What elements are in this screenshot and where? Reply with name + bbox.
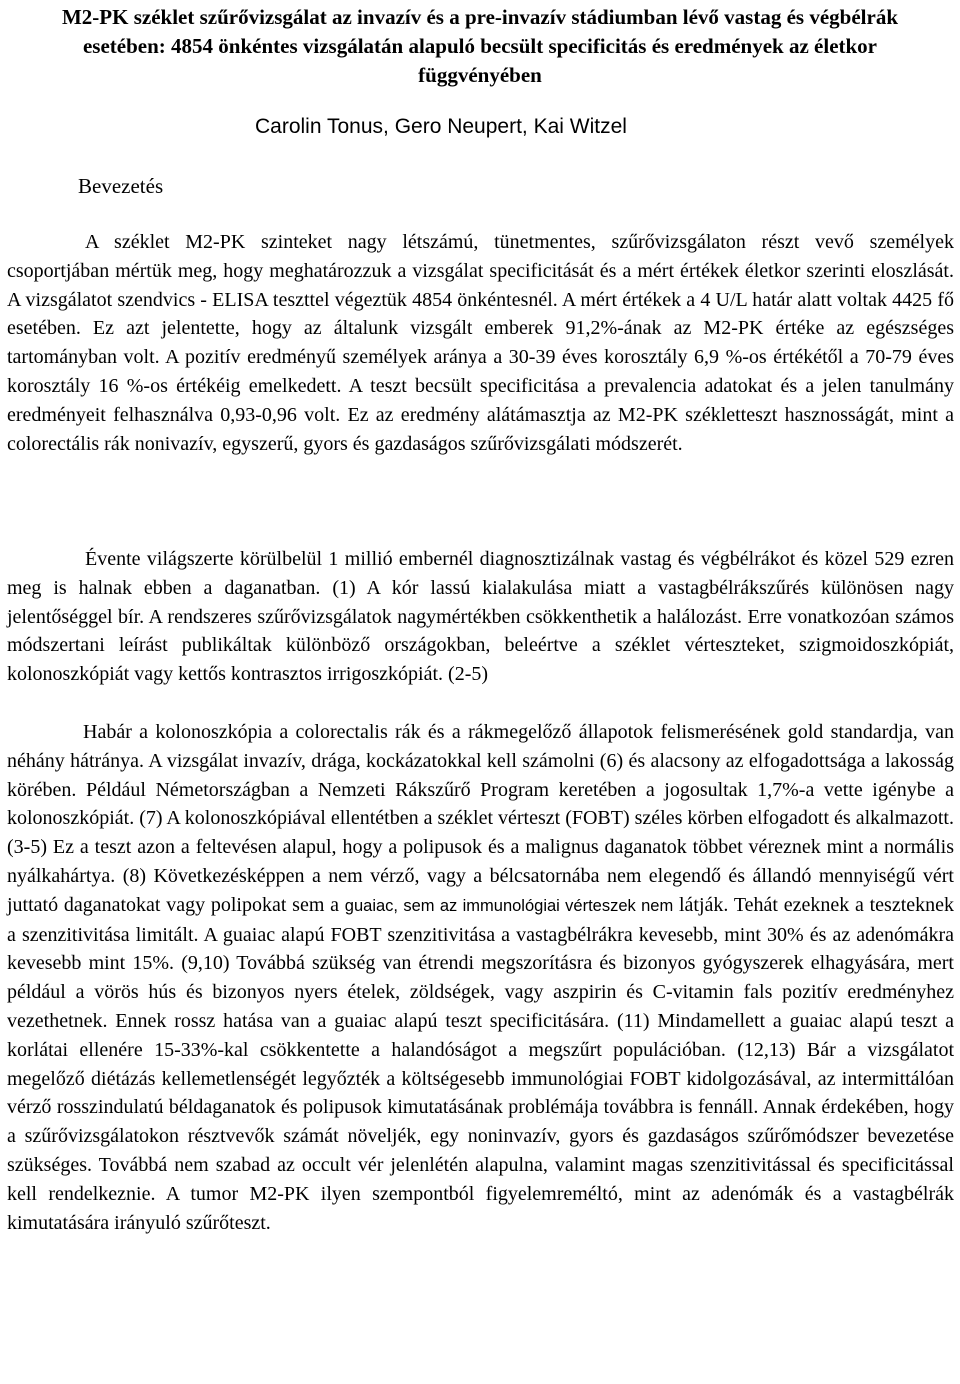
section-heading-introduction: Bevezetés	[78, 174, 164, 198]
author-list: Carolin Tonus, Gero Neupert, Kai Witzel	[255, 115, 627, 138]
intro-paragraph-1	[7, 545, 954, 689]
abstract-paragraph	[7, 228, 954, 458]
intro-paragraph-2-text-c: látják. Tehát ezeknek a teszteknek a szenzitivitása limitált. A guaiac alapú FOBT szenzitivitása a vastagbélrákra kevesebb, mint 30% és az adenómákra kevesebb mint 15%. (9,10) Továbbá szükség van étrendi megszorításra és bizonyos gyógyszerek elhagyására, mert például a vörös hús és bizonyos nyers ételek, zöldségek, vagy aszpirin és C-vitamin fals pozitív eredményhez vezethetnek. Ennek rossz hatása van a guaiac alapú teszt specificitására. (11) Mindamellett a guaiac alapú teszt a korlátai ellenére 15-33%-kal csökkentette a halandóságot a megszűrt populációban. (12,13) Bár a vizsgálatot megelőző diétázás kellemetlenségét legyőzték a költségesebb immunológiai FOBT kidolgozásával, az intermittálóan vérző rosszindulatú béldaganatok és polipusok kimutatásának problémája továbbra is fennáll. Annak érdekében, hogy a szűrővizsgálatokon résztvevők számát növeljék, egy noninvazív, gyors és gazdaságos szűrőmódszer bevezetése szükséges. Továbbá nem szabad az occult vér jelenlétén alapulna, valamint magas szenzitivitással és specificitással kell rendelkeznie. A tumor M2-PK ilyen szempontból figyelemreméltó, mint az adenómák és a vastagbélrák kimutatására irányuló szűrőteszt.	[7, 893, 955, 1234]
intro-paragraph-2-text-a: Habár a kolonoszkópia a colorectalis rák és a rákmegelőző állapotok felismerésének gold standardja, van néhány hátránya. A vizsgálat invazív, drága, kockázatokkal kell számolni (6) és alacsony az elfogadottsága a lakosság körében. Például Németországban a Nemzeti Rákszűrő Program keretében a jogosultak 1,7%-a vette igénybe a kolonoszkópiát. (7) A kolonoszkópiával ellentétben a széklet vérteszt (FOBT) széles körben elfogadott és alkalmazott. (3-5) Ez a teszt azon a feltevésen alapul, hogy a polipusok és a malignus daganatok többet véreznek mint a normális nyálkahártya. (8) Következésképpen a nem vérző, vagy a bélcsatornába nem elegendő és állandó mennyiségű vért juttató daganatokat vagy polipokat sem a	[7, 721, 954, 916]
document-title: M2-PK széklet szűrővizsgálat az invazív és a pre-invazív stádiumban lévő vastag és végbélrák esetében: 4854 önkéntes vizsgálatán alapuló becsült specificitás és eredmények az életkor függvényében	[61, 5, 899, 87]
intro-paragraph-2-text-b: guaiac, sem az immunológiai vérteszek nem	[344, 896, 674, 915]
intro-paragraph-2	[7, 718, 954, 1237]
abstract-text: A széklet M2-PK szinteket nagy létszámú, tünetmentes, szűrővizsgálaton részt vevő személyek csoportjában mértük meg, hogy meghatározzuk a vizsgálat specificitását és a mért értékek életkor szerinti eloszlását. A vizsgálatot szendvics - ELISA teszttel végeztük 4854 önkéntesnél. A mért értékek a 4 U/L határ alatt voltak 4425 fő esetében. Ez azt jelentette, hogy az általunk vizsgált emberek 91,2%-ának az M2-PK értéke az egészséges tartományban volt. A pozitív eredményű személyek aránya a 30-39 éves korosztály 6,9 %-os értékétől a 70-79 éves korosztály 16 %-os értékéig emelkedett. A teszt becsült specificitása a prevalencia adatokat és a jelen tanulmány eredményeit felhasználva 0,93-0,96 volt. Ez az eredmény alátámasztja az M2-PK székletteszt hasznosságát, mint a colorectális rák nonivazív, egyszerű, gyors és gazdaságos szűrővizsgálati módszerét.	[7, 231, 954, 455]
intro-paragraph-1-text: Évente világszerte körülbelül 1 millió embernél diagnosztizálnak vastag és végbélrákot és közel 529 ezren meg is halnak ebben a daganatban. (1) A kór lassú kialakulása miatt a vastagbélrákszűrés különösen nagy jelentőséggel bír. A rendszeres szűrővizsgálatok nagymértékben csökkenthetik a halálozást. Erre vonatkozóan számos módszertani leírást publikáltak különböző országokban, beleértve a széklet vérteszteket, szigmoidoszkópiát, kolonoszkópiát vagy kettős kontrasztos irrigoszkópiát. (2-5)	[7, 548, 954, 686]
